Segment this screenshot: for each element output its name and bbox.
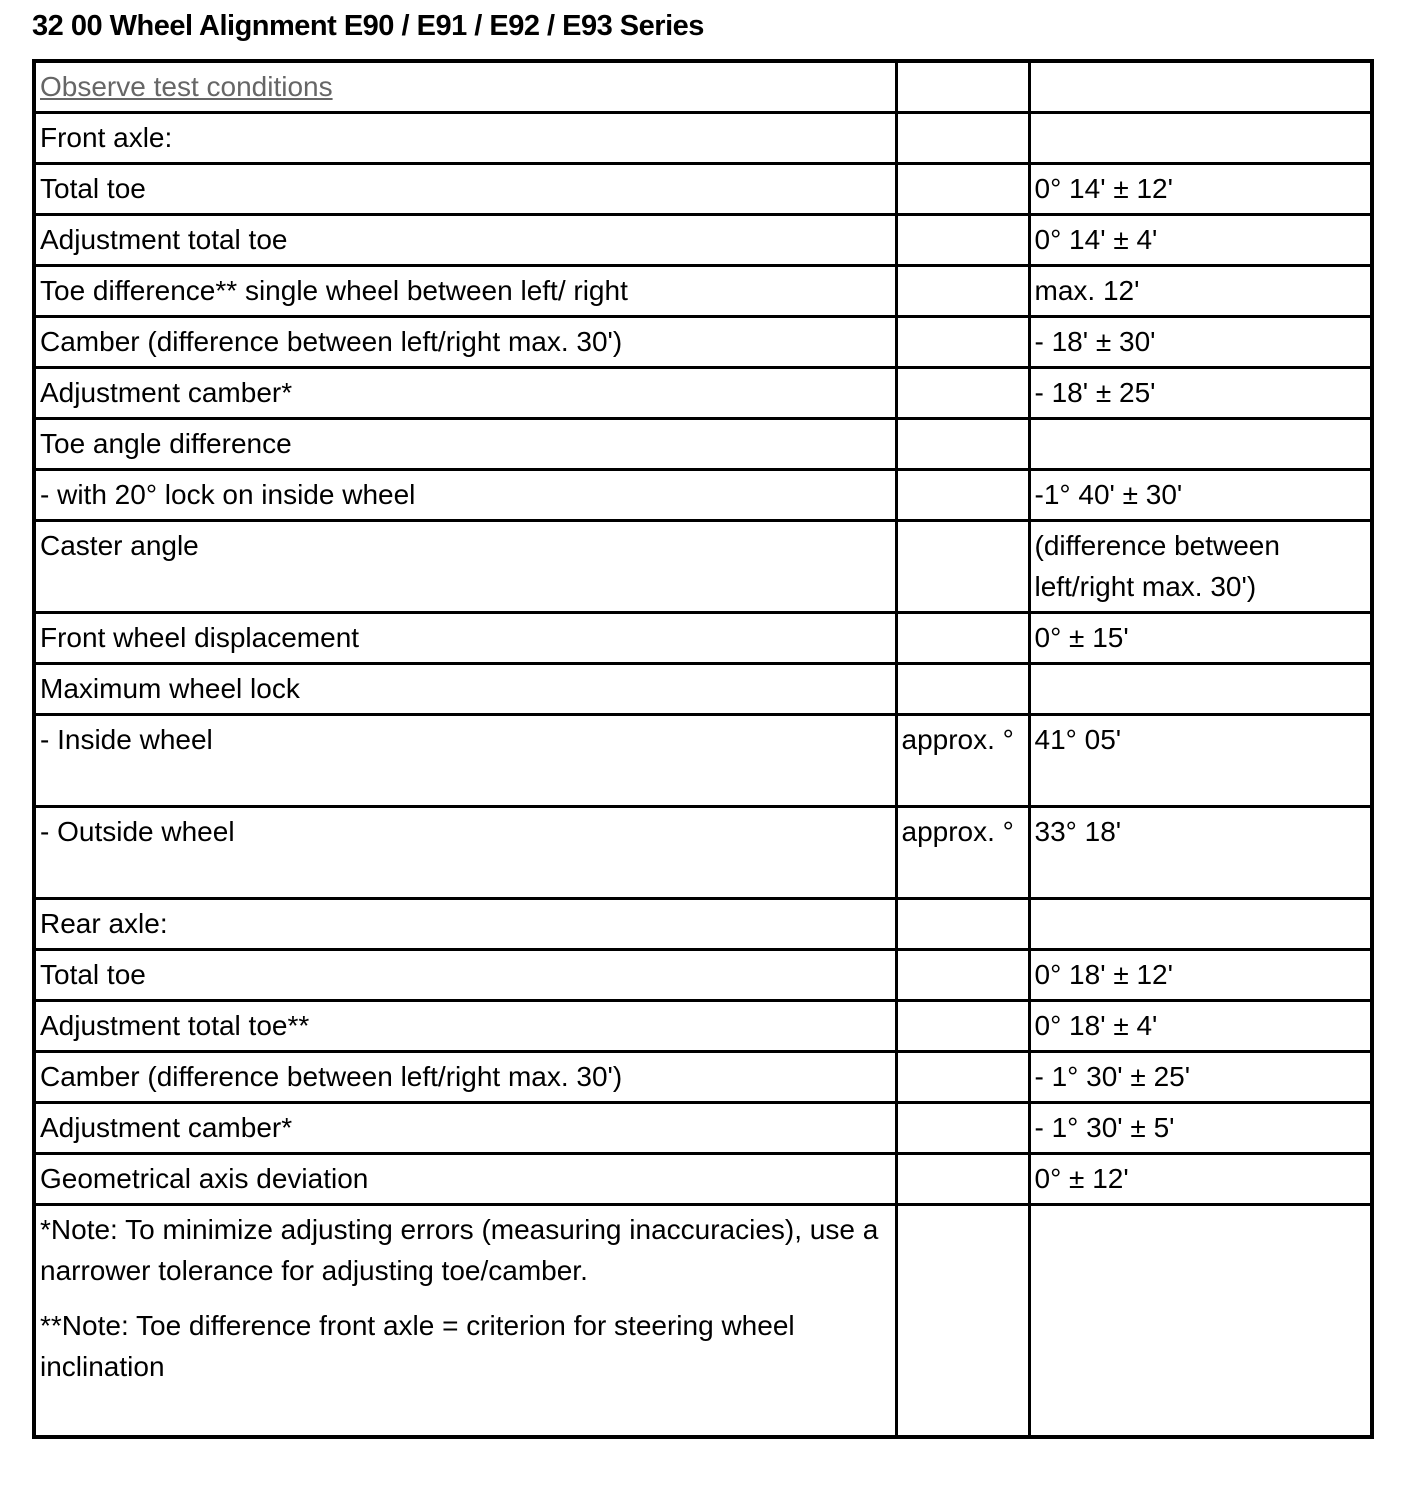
row-label: Total toe <box>34 163 896 214</box>
table-row <box>34 714 1372 806</box>
table-row <box>34 163 1372 214</box>
row-qualifier <box>896 265 1029 316</box>
row-value: max. 12' <box>1029 265 1372 316</box>
row-value: - 1° 30' ± 5' <box>1029 1102 1372 1153</box>
row-value: 0° 14' ± 12' <box>1029 163 1372 214</box>
row-qualifier <box>896 418 1029 469</box>
table-row <box>34 1102 1372 1153</box>
table-row <box>34 1051 1372 1102</box>
row-qualifier <box>896 112 1029 163</box>
toe-difference-note: **Note: Toe difference front axle = criterion for steering wheel inclination <box>40 1309 795 1382</box>
table-row <box>34 1000 1372 1051</box>
row-label: Adjustment total toe <box>34 214 896 265</box>
row-qualifier <box>896 367 1029 418</box>
row-value: 0° ± 15' <box>1029 612 1372 663</box>
row-qualifier <box>896 949 1029 1000</box>
row-label: Front wheel displacement <box>34 612 896 663</box>
observe-test-conditions-link[interactable]: Observe test conditions <box>40 71 333 102</box>
table-cell <box>1029 61 1372 112</box>
wheel-alignment-table <box>32 59 1374 1439</box>
row-value: 0° 18' ± 12' <box>1029 949 1372 1000</box>
row-qualifier <box>896 520 1029 612</box>
row-label: Camber (difference between left/right max. 30') <box>34 316 896 367</box>
row-value: 0° 14' ± 4' <box>1029 214 1372 265</box>
row-value: 0° 18' ± 4' <box>1029 1000 1372 1051</box>
table-row <box>34 520 1372 612</box>
row-qualifier <box>896 214 1029 265</box>
row-label: Toe angle difference <box>34 418 896 469</box>
table-row <box>34 418 1372 469</box>
row-value: -1° 40' ± 30' <box>1029 469 1372 520</box>
row-qualifier: approx. ° <box>896 806 1029 898</box>
test-conditions-cell <box>34 61 896 112</box>
row-qualifier <box>896 898 1029 949</box>
row-label: Camber (difference between left/right max. 30') <box>34 1051 896 1102</box>
row-qualifier <box>896 469 1029 520</box>
row-value: - 18' ± 30' <box>1029 316 1372 367</box>
row-qualifier: approx. ° <box>896 714 1029 806</box>
row-label: Maximum wheel lock <box>34 663 896 714</box>
row-qualifier <box>896 1051 1029 1102</box>
row-value: 33° 18' <box>1029 806 1372 898</box>
row-label: - Outside wheel <box>34 806 896 898</box>
table-cell <box>896 61 1029 112</box>
row-label: Caster angle <box>34 520 896 612</box>
row-qualifier <box>896 1153 1029 1204</box>
notes-row <box>34 1204 1372 1437</box>
table-row <box>34 1153 1372 1204</box>
table-row <box>34 214 1372 265</box>
table-row <box>34 61 1372 112</box>
table-row <box>34 265 1372 316</box>
row-qualifier <box>896 612 1029 663</box>
table-cell <box>1029 1204 1372 1437</box>
table-row <box>34 469 1372 520</box>
table-row <box>34 949 1372 1000</box>
row-label: - with 20° lock on inside wheel <box>34 469 896 520</box>
row-label: Total toe <box>34 949 896 1000</box>
table-row <box>34 112 1372 163</box>
row-value <box>1029 418 1372 469</box>
notes-cell <box>34 1204 896 1437</box>
row-value: 0° ± 12' <box>1029 1153 1372 1204</box>
row-label: Adjustment camber* <box>34 1102 896 1153</box>
row-value: (difference between left/right max. 30') <box>1029 520 1372 612</box>
row-qualifier <box>896 1000 1029 1051</box>
row-value: - 1° 30' ± 25' <box>1029 1051 1372 1102</box>
tolerance-note: *Note: To minimize adjusting errors (measuring inaccuracies), use a narrower tolerance for adjusting toe/camber. <box>40 1213 879 1286</box>
row-label: - Inside wheel <box>34 714 896 806</box>
row-label: Adjustment camber* <box>34 367 896 418</box>
table-row <box>34 898 1372 949</box>
table-row <box>34 367 1372 418</box>
row-label: Rear axle: <box>34 898 896 949</box>
row-value <box>1029 112 1372 163</box>
row-label: Adjustment total toe** <box>34 1000 896 1051</box>
row-qualifier <box>896 1102 1029 1153</box>
row-label: Toe difference** single wheel between left/ right <box>34 265 896 316</box>
row-qualifier <box>896 663 1029 714</box>
row-qualifier <box>896 163 1029 214</box>
row-value: 41° 05' <box>1029 714 1372 806</box>
table-row <box>34 806 1372 898</box>
row-label: Geometrical axis deviation <box>34 1153 896 1204</box>
row-label: Front axle: <box>34 112 896 163</box>
table-row <box>34 663 1372 714</box>
row-value: - 18' ± 25' <box>1029 367 1372 418</box>
table-row <box>34 612 1372 663</box>
row-value <box>1029 663 1372 714</box>
row-value <box>1029 898 1372 949</box>
page-title: 32 00 Wheel Alignment E90 / E91 / E92 / E93 Series <box>32 10 704 42</box>
row-qualifier <box>896 316 1029 367</box>
table-cell <box>896 1204 1029 1437</box>
table-row <box>34 316 1372 367</box>
